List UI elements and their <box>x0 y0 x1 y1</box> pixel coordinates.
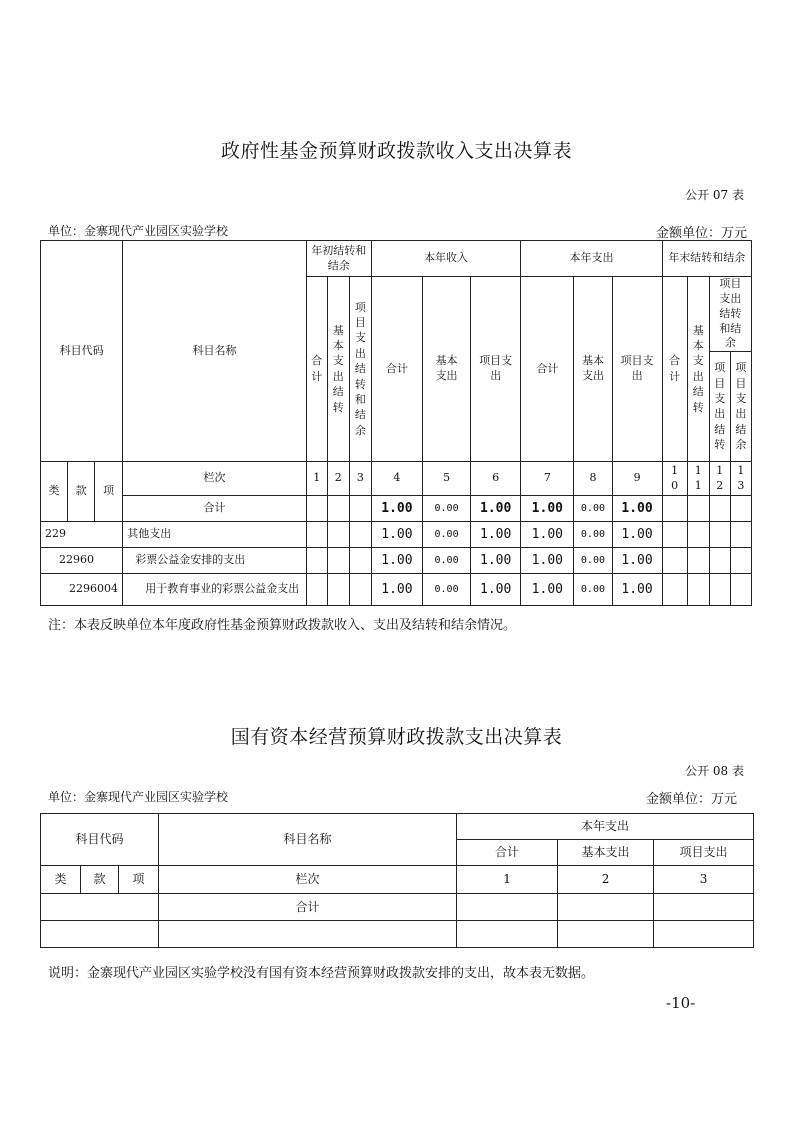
table7-code: 公开 07 表 <box>685 188 744 202</box>
col-num: 1 <box>457 866 558 894</box>
table-row <box>41 548 752 574</box>
header-end-basic-carry: 基本支出结转 <box>687 277 709 462</box>
row-value: 1.00 <box>612 548 662 574</box>
row-code: 22960 <box>41 548 123 574</box>
header-expense: 本年支出 <box>521 241 662 277</box>
row-value: 1.00 <box>612 522 662 548</box>
page-number: -10- <box>666 994 696 1012</box>
header-expense-project: 项目支出 <box>612 277 662 462</box>
header-end-total: 合计 <box>662 277 687 462</box>
total-row <box>41 496 752 522</box>
row-index-label: 栏次 <box>159 866 457 894</box>
header-expense-basic: 基本支出 <box>558 840 654 866</box>
total-expense-project: 1.00 <box>612 496 662 522</box>
header-item: 项 <box>119 866 159 894</box>
header-expense-total: 合计 <box>457 840 558 866</box>
total-expense-total: 1.00 <box>521 496 574 522</box>
total-label: 合计 <box>123 496 307 522</box>
row-value: 1.00 <box>521 548 574 574</box>
col-num: 1 <box>306 462 327 496</box>
col-num: 5 <box>423 462 471 496</box>
row-value: 1.00 <box>371 522 422 548</box>
col-num: 8 <box>574 462 612 496</box>
table7-title: 政府性基金预算财政拨款收入支出决算表 <box>220 140 572 162</box>
table7-unit: 单位：金寨现代产业园区实验学校 <box>48 224 229 238</box>
table-row <box>41 921 754 948</box>
row-name: 彩票公益金安排的支出 <box>123 548 307 574</box>
row-value: 0.00 <box>574 574 612 606</box>
header-begin-project-balance: 项目支出结转和结余 <box>349 277 371 462</box>
header-expense-total: 合计 <box>521 277 574 462</box>
total-income-basic: 0.00 <box>423 496 471 522</box>
col-num: 3 <box>349 462 371 496</box>
header-subject-name: 科目名称 <box>123 241 307 462</box>
row-value: 0.00 <box>423 574 471 606</box>
row-value: 0.00 <box>574 522 612 548</box>
header-category: 类 <box>41 462 68 522</box>
col-num: 3 <box>654 866 754 894</box>
header-subject-code: 科目代码 <box>41 814 159 866</box>
row-index-label: 栏次 <box>123 462 307 496</box>
row-value: 1.00 <box>471 574 521 606</box>
header-income: 本年收入 <box>371 241 520 277</box>
header-category: 类 <box>41 866 81 894</box>
total-label: 合计 <box>159 894 457 921</box>
table7-amount-unit: 金额单位：万元 <box>655 226 747 241</box>
table-row <box>41 574 752 606</box>
header-subject-name: 科目名称 <box>159 814 457 866</box>
row-value: 1.00 <box>371 574 422 606</box>
col-num: 12 <box>709 462 730 496</box>
header-end-balance: 年末结转和结余 <box>662 241 751 277</box>
table8-note: 说明：金寨现代产业园区实验学校没有国有资本经营预算财政拨款安排的支出，故本表无数据。 <box>48 966 595 981</box>
col-num: 6 <box>471 462 521 496</box>
header-section: 款 <box>81 866 119 894</box>
header-end-project-balance: 项目支出结转和结余 <box>709 277 751 352</box>
col-num: 7 <box>521 462 574 496</box>
table7-note: 注：本表反映单位本年度政府性基金预算财政拨款收入、支出及结转和结余情况。 <box>48 618 517 633</box>
total-row <box>41 894 754 921</box>
row-value: 1.00 <box>521 574 574 606</box>
header-end-project-carry: 项目支出结转 <box>709 352 730 462</box>
row-value: 1.00 <box>471 548 521 574</box>
header-begin-balance: 年初结转和结余 <box>306 241 371 277</box>
header-subject-code: 科目代码 <box>41 241 123 462</box>
table8-title: 国有资本经营预算财政拨款支出决算表 <box>230 726 563 748</box>
header-expense-basic: 基本支出 <box>574 277 612 462</box>
state-capital-table <box>40 813 754 948</box>
row-name: 其他支出 <box>123 522 307 548</box>
header-expense: 本年支出 <box>457 814 754 840</box>
government-fund-table <box>40 240 752 606</box>
total-income-total: 1.00 <box>371 496 422 522</box>
row-code: 229 <box>41 522 123 548</box>
row-value: 1.00 <box>612 574 662 606</box>
header-begin-total: 合计 <box>306 277 327 462</box>
row-value: 1.00 <box>521 522 574 548</box>
table8-amount-unit: 金额单位：万元 <box>645 792 737 807</box>
col-num: 2 <box>327 462 349 496</box>
col-num: 13 <box>730 462 751 496</box>
col-num: 2 <box>558 866 654 894</box>
col-num: 10 <box>662 462 687 496</box>
header-income-basic: 基本支出 <box>423 277 471 462</box>
col-num: 11 <box>687 462 709 496</box>
header-end-project-surplus: 项目支出结余 <box>730 352 751 462</box>
row-value: 1.00 <box>371 548 422 574</box>
row-value: 0.00 <box>574 548 612 574</box>
total-expense-basic: 0.00 <box>574 496 612 522</box>
table8-unit: 单位：金寨现代产业园区实验学校 <box>48 790 229 804</box>
header-item: 项 <box>95 462 123 522</box>
header-income-project: 项目支出 <box>471 277 521 462</box>
row-code: 2296004 <box>41 574 123 606</box>
table8-code: 公开 08 表 <box>685 764 744 778</box>
col-num: 9 <box>612 462 662 496</box>
header-expense-project: 项目支出 <box>654 840 754 866</box>
table-row <box>41 522 752 548</box>
row-value: 0.00 <box>423 522 471 548</box>
row-value: 0.00 <box>423 548 471 574</box>
row-value: 1.00 <box>471 522 521 548</box>
row-name: 用于教育事业的彩票公益金支出 <box>123 574 307 606</box>
header-section: 款 <box>68 462 95 522</box>
header-income-total: 合计 <box>371 277 422 462</box>
total-income-project: 1.00 <box>471 496 521 522</box>
col-num: 4 <box>371 462 422 496</box>
header-begin-basic-carry: 基本支出结转 <box>327 277 349 462</box>
